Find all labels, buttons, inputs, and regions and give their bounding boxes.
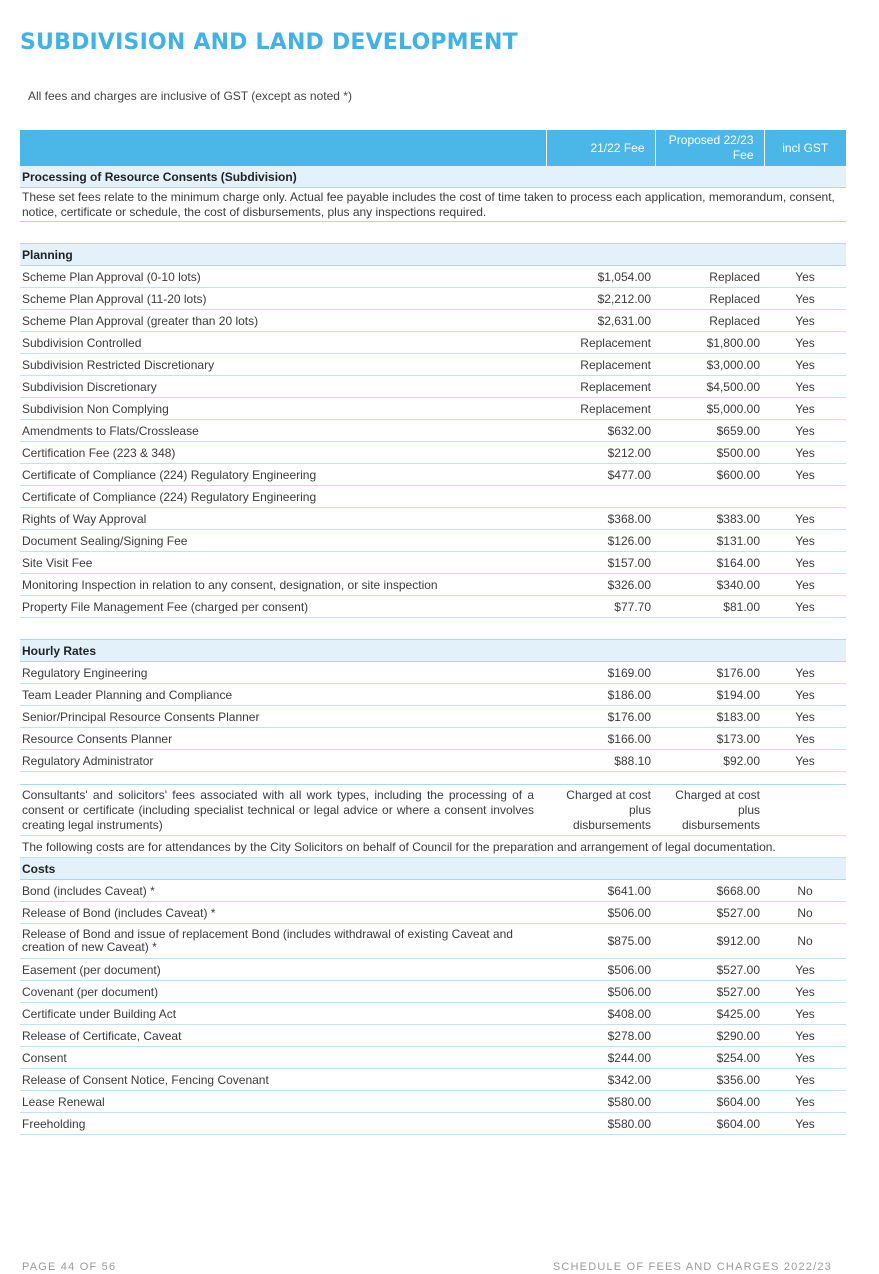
row-fee-2122: Replacement xyxy=(546,354,655,376)
row-proposed-fee: $659.00 xyxy=(655,420,764,442)
row-label: Senior/Principal Resource Consents Planner xyxy=(20,706,546,728)
row-fee-2122: $506.00 xyxy=(546,959,655,981)
section-heading-costs xyxy=(20,858,846,880)
row-fee-2122: $166.00 xyxy=(546,728,655,750)
row-proposed-fee: $383.00 xyxy=(655,508,764,530)
row-proposed-fee: $254.00 xyxy=(655,1047,764,1069)
row-label: Amendments to Flats/Crosslease xyxy=(20,420,546,442)
row-fee-2122: $641.00 xyxy=(546,880,655,902)
row-incl-gst: Yes xyxy=(764,464,846,486)
row-proposed-fee: $604.00 xyxy=(655,1091,764,1113)
row-label: Property File Management Fee (charged per consent) xyxy=(20,596,546,618)
table-row xyxy=(20,1003,846,1025)
consultants-gst xyxy=(764,785,846,836)
row-label: Certification Fee (223 & 348) xyxy=(20,442,546,464)
row-label: Release of Certificate, Caveat xyxy=(20,1025,546,1047)
row-incl-gst xyxy=(764,486,846,508)
row-fee-2122: $88.10 xyxy=(546,750,655,772)
row-proposed-fee: $425.00 xyxy=(655,1003,764,1025)
row-fee-2122: $126.00 xyxy=(546,530,655,552)
row-proposed-fee xyxy=(655,486,764,508)
spacer-row xyxy=(20,618,846,640)
row-label: Scheme Plan Approval (greater than 20 lots) xyxy=(20,310,546,332)
row-proposed-fee: Replaced xyxy=(655,310,764,332)
row-fee-2122: $1,054.00 xyxy=(546,266,655,288)
row-fee-2122: $2,212.00 xyxy=(546,288,655,310)
section-heading-text: Costs xyxy=(20,858,846,880)
table-row xyxy=(20,376,846,398)
row-proposed-fee: $81.00 xyxy=(655,596,764,618)
table-row xyxy=(20,530,846,552)
row-proposed-fee: $527.00 xyxy=(655,981,764,1003)
row-proposed-fee: $604.00 xyxy=(655,1113,764,1135)
page-number: PAGE 44 OF 56 xyxy=(22,1261,117,1273)
row-label: Easement (per document) xyxy=(20,959,546,981)
row-proposed-fee: $527.00 xyxy=(655,959,764,981)
row-incl-gst: Yes xyxy=(764,552,846,574)
row-label: Rights of Way Approval xyxy=(20,508,546,530)
document-title-footer: SCHEDULE OF FEES AND CHARGES 2022/23 xyxy=(552,1261,832,1273)
table-row xyxy=(20,728,846,750)
row-fee-2122: Replacement xyxy=(546,398,655,420)
row-proposed-fee: $176.00 xyxy=(655,662,764,684)
section-heading-text: Processing of Resource Consents (Subdivision) xyxy=(20,166,846,188)
row-proposed-fee: $3,000.00 xyxy=(655,354,764,376)
row-fee-2122: $506.00 xyxy=(546,902,655,924)
row-fee-2122: $212.00 xyxy=(546,442,655,464)
row-label: Subdivision Restricted Discretionary xyxy=(20,354,546,376)
row-incl-gst: Yes xyxy=(764,310,846,332)
processing-note-row xyxy=(20,188,846,222)
row-label: Covenant (per document) xyxy=(20,981,546,1003)
row-incl-gst: No xyxy=(764,880,846,902)
row-proposed-fee: $668.00 xyxy=(655,880,764,902)
row-incl-gst: Yes xyxy=(764,354,846,376)
table-row xyxy=(20,596,846,618)
row-label: Resource Consents Planner xyxy=(20,728,546,750)
row-proposed-fee: $173.00 xyxy=(655,728,764,750)
row-fee-2122: $875.00 xyxy=(546,924,655,959)
processing-note: These set fees relate to the minimum charge only. Actual fee payable includes the cost of time taken to process each application, memorandum, consent, notice, certificate or schedule, the cost of disbursements, plus any inspections required. xyxy=(20,188,846,222)
row-incl-gst: No xyxy=(764,924,846,959)
spacer-row xyxy=(20,772,846,785)
table-row xyxy=(20,552,846,574)
table-row xyxy=(20,1069,846,1091)
header-blank xyxy=(20,130,546,166)
row-proposed-fee: Replaced xyxy=(655,266,764,288)
row-label: Subdivision Discretionary xyxy=(20,376,546,398)
costs-rows xyxy=(20,880,846,1135)
consultants-proposed: Charged at cost plus disbursements xyxy=(655,785,764,836)
row-fee-2122: $580.00 xyxy=(546,1113,655,1135)
row-proposed-fee: $194.00 xyxy=(655,684,764,706)
row-incl-gst: Yes xyxy=(764,706,846,728)
row-incl-gst: Yes xyxy=(764,1025,846,1047)
row-label: Certificate of Compliance (224) Regulatory Engineering xyxy=(20,464,546,486)
table-row xyxy=(20,310,846,332)
solicitors-note: The following costs are for attendances by the City Solicitors on behalf of Council for the preparation and arrangement of legal documentation. xyxy=(20,836,846,858)
gst-note: All fees and charges are inclusive of GST (except as noted *) xyxy=(28,89,352,103)
row-fee-2122: $506.00 xyxy=(546,981,655,1003)
header-fee-2122: 21/22 Fee xyxy=(546,130,655,166)
row-fee-2122: $408.00 xyxy=(546,1003,655,1025)
row-label: Subdivision Non Complying xyxy=(20,398,546,420)
row-fee-2122: Replacement xyxy=(546,376,655,398)
row-proposed-fee: Replaced xyxy=(655,288,764,310)
row-incl-gst: Yes xyxy=(764,684,846,706)
row-label: Release of Consent Notice, Fencing Covenant xyxy=(20,1069,546,1091)
row-label: Team Leader Planning and Compliance xyxy=(20,684,546,706)
row-proposed-fee: $290.00 xyxy=(655,1025,764,1047)
row-fee-2122 xyxy=(546,486,655,508)
row-incl-gst: Yes xyxy=(764,420,846,442)
row-proposed-fee: $4,500.00 xyxy=(655,376,764,398)
section-heading-processing xyxy=(20,166,846,188)
table-row xyxy=(20,332,846,354)
row-proposed-fee: $131.00 xyxy=(655,530,764,552)
row-incl-gst: Yes xyxy=(764,442,846,464)
row-proposed-fee: $1,800.00 xyxy=(655,332,764,354)
row-incl-gst: Yes xyxy=(764,750,846,772)
spacer-row xyxy=(20,222,846,244)
row-incl-gst: Yes xyxy=(764,266,846,288)
row-incl-gst: Yes xyxy=(764,596,846,618)
row-label: Consent xyxy=(20,1047,546,1069)
row-label: Bond (includes Caveat) * xyxy=(20,880,546,902)
row-incl-gst: Yes xyxy=(764,288,846,310)
row-label: Regulatory Administrator xyxy=(20,750,546,772)
row-fee-2122: $176.00 xyxy=(546,706,655,728)
row-fee-2122: Replacement xyxy=(546,332,655,354)
row-label: Monitoring Inspection in relation to any consent, designation, or site inspection xyxy=(20,574,546,596)
row-proposed-fee: $5,000.00 xyxy=(655,398,764,420)
row-fee-2122: $632.00 xyxy=(546,420,655,442)
row-label: Release of Bond and issue of replacement Bond (includes withdrawal of existing Caveat and creation of new Caveat) * xyxy=(20,924,546,959)
row-fee-2122: $326.00 xyxy=(546,574,655,596)
table-row xyxy=(20,981,846,1003)
row-fee-2122: $278.00 xyxy=(546,1025,655,1047)
row-fee-2122: $368.00 xyxy=(546,508,655,530)
consultants-fee: Charged at cost plus disbursements xyxy=(546,785,655,836)
row-fee-2122: $2,631.00 xyxy=(546,310,655,332)
row-fee-2122: $244.00 xyxy=(546,1047,655,1069)
row-label: Regulatory Engineering xyxy=(20,662,546,684)
row-incl-gst: Yes xyxy=(764,728,846,750)
page-title: SUBDIVISION AND LAND DEVELOPMENT xyxy=(20,30,518,55)
row-incl-gst: Yes xyxy=(764,1003,846,1025)
row-incl-gst: Yes xyxy=(764,981,846,1003)
row-incl-gst: Yes xyxy=(764,662,846,684)
header-proposed-fee: Proposed 22/23 Fee xyxy=(655,130,764,166)
row-incl-gst: Yes xyxy=(764,376,846,398)
consultants-label: Consultants' and solicitors' fees associated with all work types, including the processing of a consent or certificate (including specialist technical or legal advice or where a consent involves creating legal instruments) xyxy=(20,785,546,836)
planning-rows xyxy=(20,266,846,618)
row-incl-gst: Yes xyxy=(764,574,846,596)
table-row xyxy=(20,486,846,508)
table-row xyxy=(20,1047,846,1069)
row-fee-2122: $157.00 xyxy=(546,552,655,574)
hourly-rows xyxy=(20,662,846,772)
fees-table xyxy=(20,130,846,1135)
row-incl-gst: Yes xyxy=(764,398,846,420)
solicitors-note-row xyxy=(20,836,846,858)
section-heading-text: Planning xyxy=(20,244,846,266)
table-row xyxy=(20,266,846,288)
row-fee-2122: $77.70 xyxy=(546,596,655,618)
row-proposed-fee: $527.00 xyxy=(655,902,764,924)
row-fee-2122: $580.00 xyxy=(546,1091,655,1113)
row-proposed-fee: $92.00 xyxy=(655,750,764,772)
table-header-row xyxy=(20,130,846,166)
table-row xyxy=(20,662,846,684)
row-proposed-fee: $500.00 xyxy=(655,442,764,464)
table-row xyxy=(20,508,846,530)
row-incl-gst: No xyxy=(764,902,846,924)
table-row xyxy=(20,959,846,981)
header-incl-gst: incl GST xyxy=(764,130,846,166)
table-row xyxy=(20,464,846,486)
row-fee-2122: $186.00 xyxy=(546,684,655,706)
table-row xyxy=(20,1091,846,1113)
row-label: Certificate under Building Act xyxy=(20,1003,546,1025)
row-incl-gst: Yes xyxy=(764,332,846,354)
row-incl-gst: Yes xyxy=(764,959,846,981)
row-label: Release of Bond (includes Caveat) * xyxy=(20,902,546,924)
row-incl-gst: Yes xyxy=(764,530,846,552)
table-row xyxy=(20,354,846,376)
table-row xyxy=(20,1113,846,1135)
row-proposed-fee: $912.00 xyxy=(655,924,764,959)
table-row xyxy=(20,574,846,596)
table-row xyxy=(20,880,846,902)
row-fee-2122: $477.00 xyxy=(546,464,655,486)
row-label: Freeholding xyxy=(20,1113,546,1135)
consultants-row xyxy=(20,785,846,836)
row-incl-gst: Yes xyxy=(764,508,846,530)
table-row xyxy=(20,398,846,420)
table-row xyxy=(20,288,846,310)
row-proposed-fee: $340.00 xyxy=(655,574,764,596)
table-row xyxy=(20,706,846,728)
row-incl-gst: Yes xyxy=(764,1047,846,1069)
row-label: Lease Renewal xyxy=(20,1091,546,1113)
table-row xyxy=(20,1025,846,1047)
row-proposed-fee: $183.00 xyxy=(655,706,764,728)
row-label: Document Sealing/Signing Fee xyxy=(20,530,546,552)
table-row xyxy=(20,684,846,706)
row-incl-gst: Yes xyxy=(764,1091,846,1113)
row-incl-gst: Yes xyxy=(764,1113,846,1135)
section-heading-hourly xyxy=(20,640,846,662)
table-row xyxy=(20,750,846,772)
table-row xyxy=(20,420,846,442)
row-label: Subdivision Controlled xyxy=(20,332,546,354)
row-fee-2122: $169.00 xyxy=(546,662,655,684)
table-row xyxy=(20,924,846,959)
row-label: Scheme Plan Approval (0-10 lots) xyxy=(20,266,546,288)
row-label: Scheme Plan Approval (11-20 lots) xyxy=(20,288,546,310)
row-label: Site Visit Fee xyxy=(20,552,546,574)
row-proposed-fee: $356.00 xyxy=(655,1069,764,1091)
section-heading-planning xyxy=(20,244,846,266)
table-row xyxy=(20,442,846,464)
table-row xyxy=(20,902,846,924)
row-label: Certificate of Compliance (224) Regulatory Engineering xyxy=(20,486,546,508)
row-proposed-fee: $600.00 xyxy=(655,464,764,486)
row-fee-2122: $342.00 xyxy=(546,1069,655,1091)
row-proposed-fee: $164.00 xyxy=(655,552,764,574)
row-incl-gst: Yes xyxy=(764,1069,846,1091)
section-heading-text: Hourly Rates xyxy=(20,640,846,662)
